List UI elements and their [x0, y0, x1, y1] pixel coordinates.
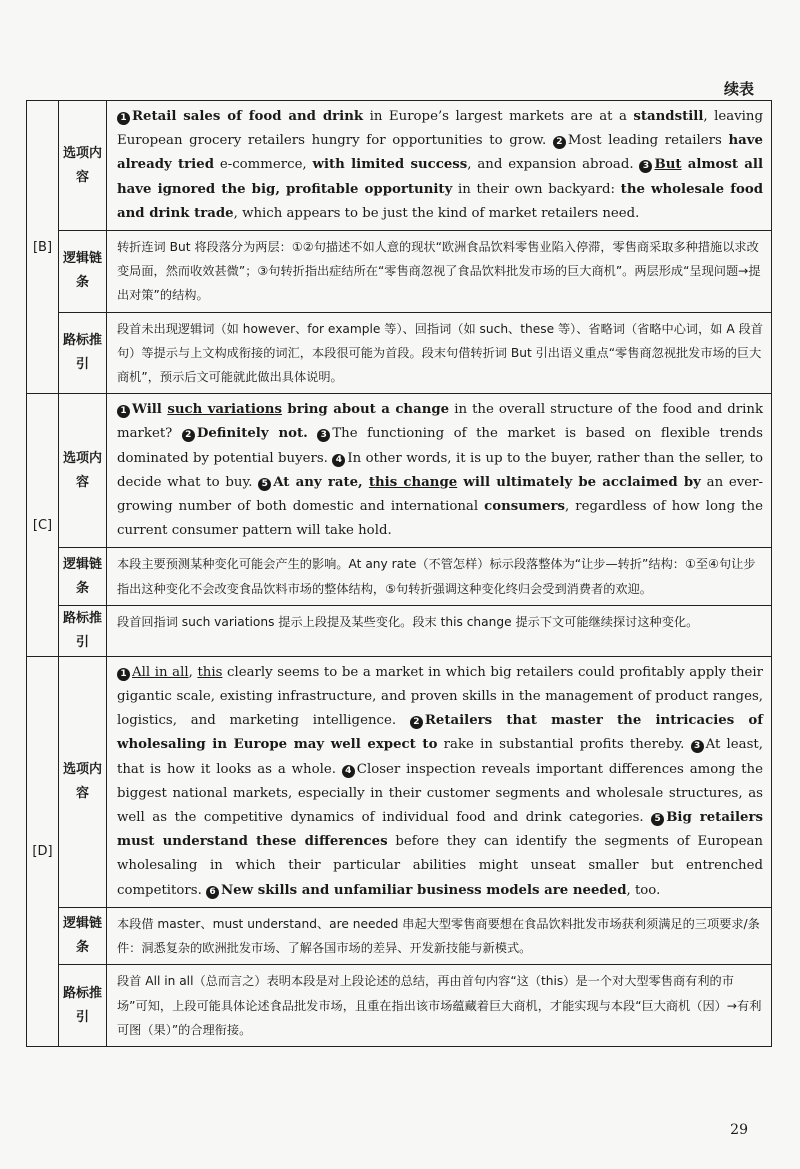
section-b-logic-row	[27, 231, 772, 313]
section-b-content-row	[27, 101, 772, 231]
text-run: , too.	[626, 882, 661, 898]
section-b-content	[107, 101, 772, 231]
text-run: The functioning of the market is based on flexible trends dominated by potential buyers.	[117, 426, 763, 466]
text-run: in the overall structure of the food and drink market?	[117, 402, 764, 442]
text-run: almost all have ignored the big, profitable opportunity	[117, 157, 763, 197]
section-c-label: [C]	[27, 394, 59, 657]
sentence-number-icon: 5	[258, 478, 271, 491]
text-run: , which appears to be just the kind of market retailers need.	[233, 205, 640, 221]
text-run: rake in substantial profits thereby.	[437, 737, 691, 753]
text-run: Closer inspection reveals important differences among the biggest national markets, especially in their customer segments and wholesale structures, as well as the competitive dynamics of individual food and drink categories.	[117, 761, 763, 826]
section-d-signpost-row	[27, 965, 772, 1047]
sentence-number-icon: 2	[553, 136, 566, 149]
text-run: Retailers that master the intricacies of wholesaling in Europe may well expect to	[117, 713, 763, 753]
sentence-number-icon: 1	[117, 405, 130, 418]
section-d-content-row	[27, 656, 772, 907]
section-b-logic: 转折连词 But 将段落分为两层：①②句描述不如人意的现状“欧洲食品饮料零售业陷入停滞，零售商采取多种措施以求改变局面，然而收效甚微”；③句转折指出症结所在“零售商忽视了食品饮料批发市场的巨大商机”。两层形成“呈现问题→提出对策”的结构。	[107, 231, 772, 313]
text-run: Most leading retailers	[567, 133, 729, 149]
text-run: such variations	[167, 402, 282, 418]
text-run: Will	[132, 402, 168, 418]
section-c-content	[107, 394, 772, 548]
section-c-logic: 本段主要预测某种变化可能会产生的影响。At any rate（不管怎样）标示段落整体为“让步—转折”结构：①至④句让步指出这种变化不会改变食品饮料市场的整体结构，⑤句转折强调这种变化终归会受到消费者的欢迎。	[107, 548, 772, 605]
logic-label: 逻辑链条	[59, 907, 107, 964]
text-run: this change	[368, 474, 458, 490]
text-run: before they can identify the segments of European wholesaling in which their particular abilities might unseat smaller but entrenched competitors.	[117, 834, 763, 898]
text-run: standstill	[633, 109, 704, 124]
sentence-number-icon: 3	[639, 160, 652, 173]
sentence-number-icon: 6	[206, 886, 219, 899]
page-number: 29	[730, 1122, 748, 1138]
text-run: , and expansion abroad.	[467, 157, 640, 173]
sentence-number-icon: 2	[182, 429, 195, 442]
sentence-number-icon: 3	[317, 429, 330, 442]
text-run: At least, that is how it looks as a whole.	[117, 737, 763, 777]
text-run: , regardless of how long the current consumer pattern will take hold.	[117, 499, 763, 539]
section-c-content-row	[27, 394, 772, 548]
content-label: 选项内容	[59, 394, 107, 548]
sentence-number-icon: 5	[651, 813, 664, 826]
text-run: in their own backyard:	[452, 181, 621, 197]
section-b-label: [B]	[27, 101, 59, 394]
text-run: ,	[188, 664, 198, 680]
section-c-signpost-row	[27, 605, 772, 656]
sentence-number-icon: 1	[117, 112, 130, 125]
text-run: e-commerce,	[214, 157, 313, 173]
content-label: 选项内容	[59, 101, 107, 231]
sentence-number-icon: 1	[117, 668, 130, 681]
text-run: have already tried	[117, 133, 763, 173]
text-run: , leaving European grocery retailers hungry for opportunities to grow.	[117, 109, 764, 149]
logic-label: 逻辑链条	[59, 231, 107, 313]
sentence-number-icon: 4	[342, 765, 355, 778]
text-run: Retail sales of food and drink	[132, 109, 364, 124]
section-d-content	[107, 656, 772, 907]
text-run: At any rate,	[273, 474, 369, 490]
section-b-signpost: 段首未出现逻辑词（如 however、for example 等）、回指词（如 such、these 等）、省略词（省略中心词，如 A 段首句）等提示与上文构成衔接的词汇，本段很可能为首段。段末句借转折词 But 引出语义重点“零售商忽视批发市场的巨大商机”，预示后文可能就此做出具体说明。	[107, 312, 772, 394]
text-run: will ultimately be acclaimed by	[457, 474, 701, 490]
content-label: 选项内容	[59, 656, 107, 907]
sentence-number-icon: 3	[691, 740, 704, 753]
section-d-label: [D]	[27, 656, 59, 1046]
text-run: But	[654, 157, 682, 173]
section-c-logic-row	[27, 548, 772, 605]
text-run: in Europe’s largest markets are at a	[363, 109, 634, 124]
text-run: All in all	[132, 664, 189, 680]
text-run: In other words, it is up to the buyer, rather than the seller, to decide what to buy.	[117, 450, 763, 490]
section-c-signpost: 段首回指词 such variations 提示上段提及某些变化。段末 this change 提示下文可能继续探讨这种变化。	[107, 605, 772, 656]
signpost-label: 路标推引	[59, 965, 107, 1047]
text-run: this	[197, 664, 223, 680]
sentence-number-icon: 2	[410, 716, 423, 729]
text-run: Definitely not.	[196, 426, 308, 442]
logic-label: 逻辑链条	[59, 548, 107, 605]
text-run: clearly seems to be a market in which big retailers could profitably apply their gigantic scale, existing infrastructure, and proven skills in the management of product ranges, logistics, and marketing intelligence.	[117, 664, 763, 729]
text-run: consumers	[484, 499, 565, 515]
text-run	[308, 426, 318, 441]
analysis-table	[26, 100, 772, 1047]
text-run: an ever-growing number of both domestic and international	[117, 474, 764, 515]
header-title: 续表	[723, 80, 754, 98]
signpost-label: 路标推引	[59, 312, 107, 394]
section-b-signpost-row	[27, 312, 772, 394]
text-run: New skills and unfamiliar business models are needed	[221, 882, 627, 898]
section-d-logic-row	[27, 907, 772, 964]
text-run: bring about a change	[281, 402, 450, 418]
text-run: with limited success	[312, 157, 468, 173]
text-run: Big retailers must understand these differences	[117, 810, 763, 850]
section-d-signpost: 段首 All in all（总而言之）表明本段是对上段论述的总结，再由首句内容“这（this）是一个对大型零售商有利的市场”可知，上段可能具体论述食品批发市场，且重在指出该市场蕴藏着巨大商机，才能实现与本段“巨大商机（因）→有利可图（果）”的合理衔接。	[107, 965, 772, 1047]
signpost-label: 路标推引	[59, 605, 107, 656]
sentence-number-icon: 4	[332, 454, 345, 467]
section-d-logic: 本段借 master、must understand、are needed 串起大型零售商要想在食品饮料批发市场获利须满足的三项要求/条件：洞悉复杂的欧洲批发市场、了解各国市场的差异、开发新技能与新模式。	[107, 907, 772, 964]
text-run: the wholesale food and drink trade	[117, 181, 763, 221]
